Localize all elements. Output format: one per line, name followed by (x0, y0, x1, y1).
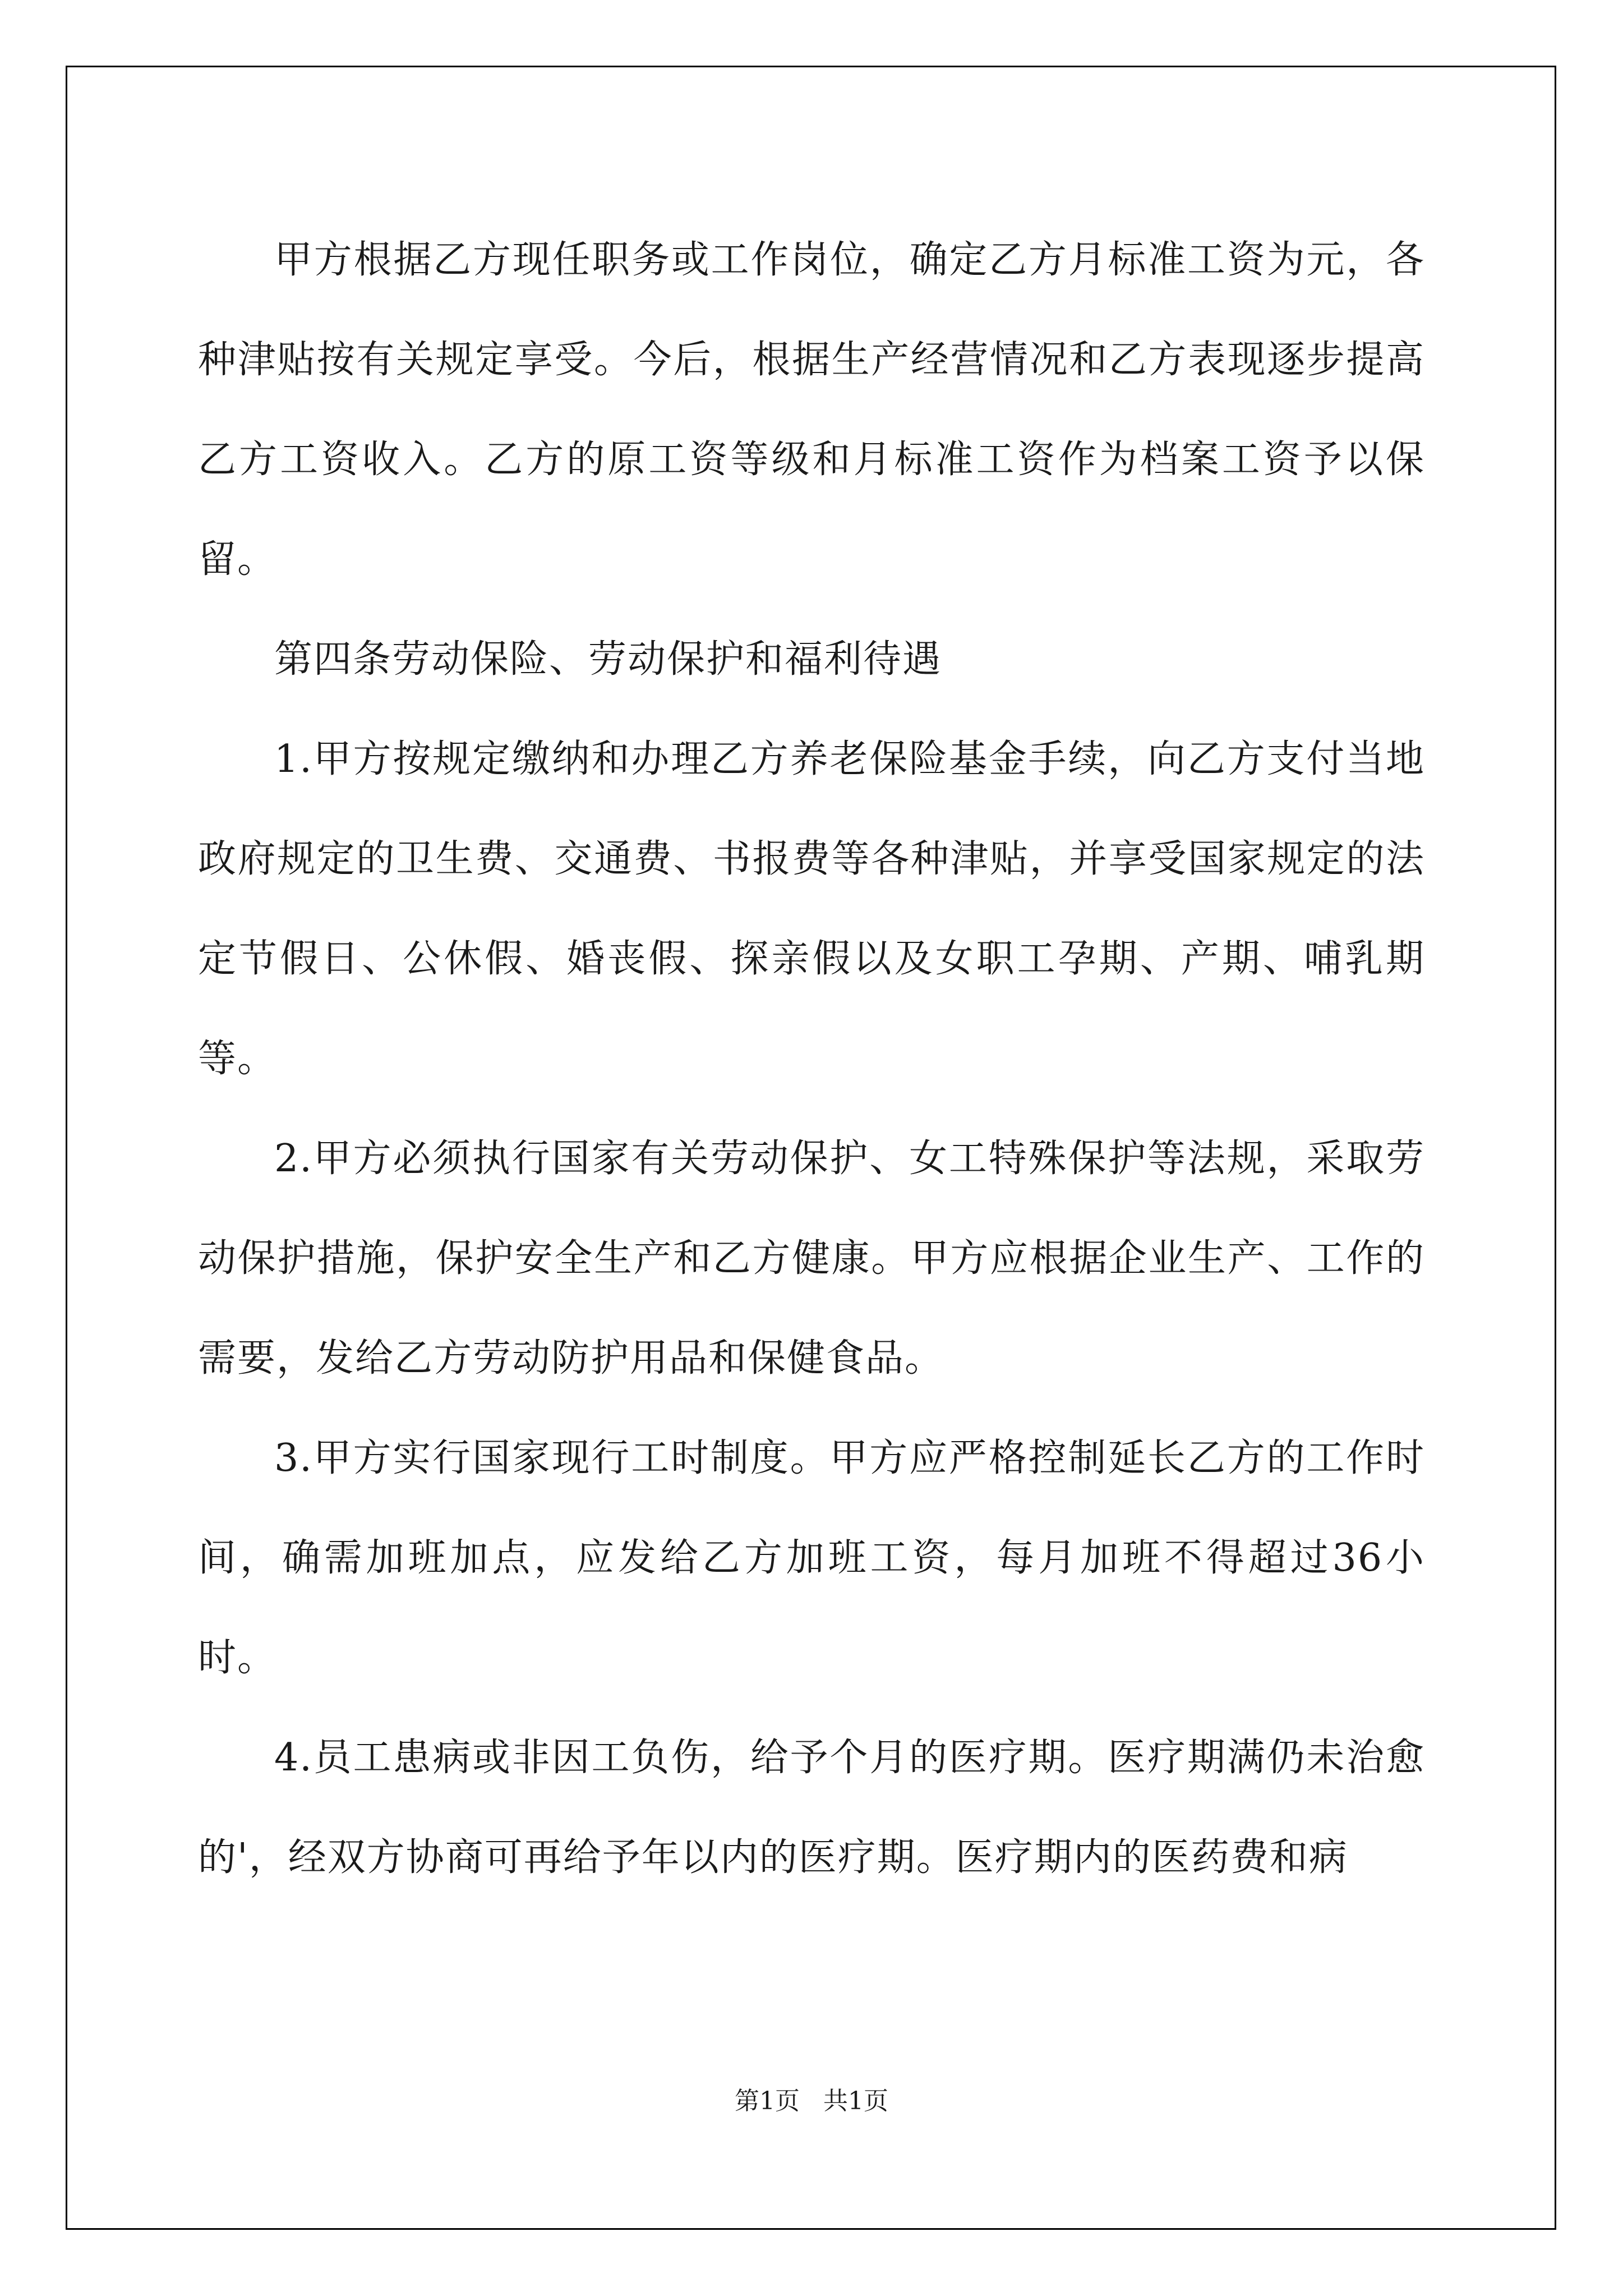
paragraph-clause-3: 3.甲方实行国家现行工时制度。甲方应严格控制延长乙方的工作时间，确需加班加点，应发给乙方加班工资，每月加班不得超过36小时。 (198, 1436, 1425, 1680)
section-heading-article-4: 第四条劳动保险、劳动保护和福利待遇 (274, 637, 942, 682)
paragraph-clause-1: 1.甲方按规定缴纳和办理乙方养老保险基金手续，向乙方支付当地政府规定的卫生费、交通费、书报费等各种津贴，并享受国家规定的法定节假日、公休假、婚丧假、探亲假以及女职工孕期、产期、哺乳期等。 (198, 737, 1425, 1081)
paragraph-clause-2: 2.甲方必须执行国家有关劳动保护、女工特殊保护等法规，采取劳动保护措施，保护安全生产和乙方健康。甲方应根据企业生产、工作的需要，发给乙方劳动防护用品和保健食品。 (198, 1137, 1425, 1381)
paragraph-clause-4: 4.员工患病或非因工负伤，给予个月的医疗期。医疗期满仍未治愈的'，经双方协商可再给予年以内的医疗期。医疗期内的医药费和病 (198, 1736, 1425, 1880)
page-number-footer: 第1页 共1页 (735, 2087, 888, 2115)
document-body (198, 210, 1425, 1908)
paragraph-salary: 甲方根据乙方现任职务或工作岗位，确定乙方月标准工资为元，各种津贴按有关规定享受。今后，根据生产经营情况和乙方表现逐步提高乙方工资收入。乙方的原工资等级和月标准工资作为档案工资予以保留。 (198, 238, 1425, 582)
